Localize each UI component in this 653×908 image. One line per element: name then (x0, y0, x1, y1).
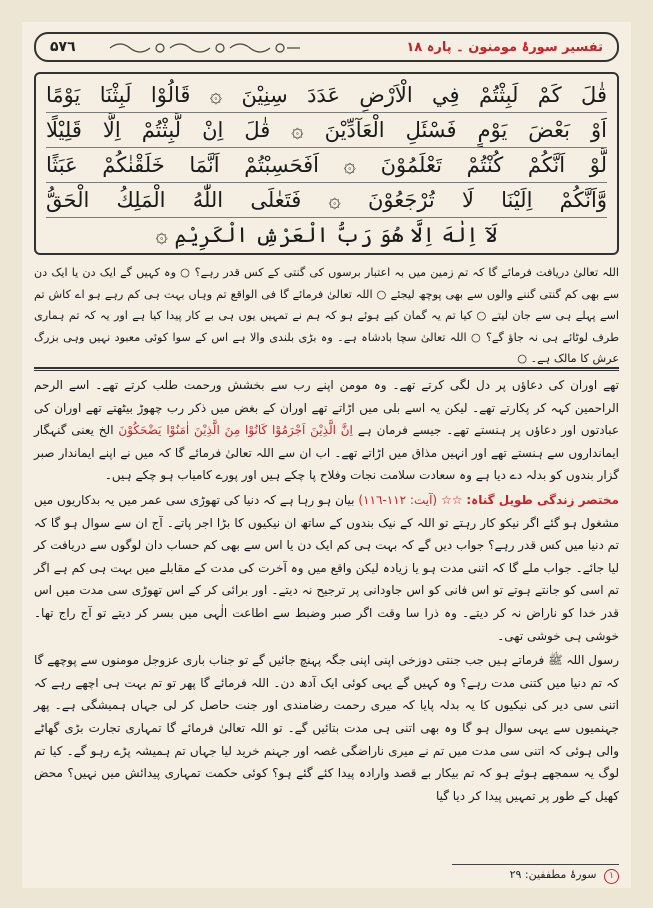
commentary-paragraph (34, 649, 619, 807)
quran-line: وَّاَنَّكُمْ اِلَيْنَا لَا تُرْجَعُوْنَ ۞ فَتَعٰلَى اللّٰهُ الْمَلِكُ الْحَقُّ (46, 183, 607, 218)
footnote-rule (452, 864, 619, 865)
quran-reference: اِنَّ الَّذِيْنَ اَجْرَمُوْا كَانُوْا مِنَ الَّذِيْنَ اٰمَنُوْا يَضْحَكُوْنَ (118, 423, 353, 438)
verse-reference: ☆☆ (آیت: ١١٢-١١٦) (358, 492, 463, 507)
footnote-text: سورۂ مطففین: ٢٩ (509, 868, 597, 881)
page-header (34, 32, 619, 62)
footnote (452, 868, 619, 884)
commentary-text: رسول اللہ ﷺ فرماتے ہیں جب جنتی دوزخی اپنی اپنی جگہ پہنچ جائیں گے تو جناب باری عزوجل مومنوں سے پوچھے گا کہ تم دنیا میں کتنی مدت رہے؟ وہ کہیں گے یہی کوئی ایک آدھ دن۔ اللہ فرمائے گا پھر تو تم بہت ہی اچھے رہے کہ اتنی سی دیر کی نیکیوں کا یہ بدلہ پایا کہ میری رحمت رضامندی اور جنت حاصل کر لی جہاں ہمیشگی ہے۔ پھر جہنمیوں سے یہی سوال ہو گا وہ بھی اتنی ہی مدت بتائیں گے۔ تو اللہ تعالیٰ فرمائے گا تمہاری تجارت بڑی گھاٹے والی ہوئی کہ اتنی سی مدت میں تم نے میری ناراضگی غصہ اور جہنم خرید لیا جہاں تم ہمیشہ پڑے رہو گے۔ کیا تم لوگ یہ سمجھے ہوئے ہو کہ تم بیکار بے قصد وارادہ پیدا کئے گئے ہو؟ کوئی حکمت تمہاری پیدائش میں نہیں؟ محض کھیل کے طور پر تمہیں پیدا کر دیا گیا (34, 653, 620, 803)
section-divider (34, 367, 619, 369)
quran-line: لَّوْ اَنَّكُمْ كُنْتُمْ تَعْلَمُوْنَ ۞ اَفَحَسِبْتُمْ اَنَّمَا خَلَقْنٰكُمْ عَبَثًا (46, 148, 607, 183)
footnote-number: ١ (604, 869, 619, 884)
translation-text: اللہ تعالیٰ دریافت فرمائے گا کہ تم زمین میں بہ اعتبار برسوں کی گنتی کے کس قدر رہے؟ ○ وہ کہیں گے ایک دن یا ایک دن سے بھی کم گنتی گننے والوں سے بھی پوچھ لیجئے ○ اللہ تعالیٰ فرمائے گا فی الواقع تم وہاں بہت ہی کم رہے ہو اے کاش تم اسے پہلے ہی سے جان لیتے ○ کیا تم یہ گمان کیے ہوئے ہو کہ ہم نے تمہیں یوں ہی بے کار پیدا کیا ہے اور یہ کہ تم ہماری طرف لوٹائے ہی نہ جاؤ گے؟ ○ اللہ تعالیٰ سچا بادشاہ ہے۔ وہ بڑی بلندی والا ہے اس کے سوا کوئی معبود نہیں وہی بزرگ عرش کا مالک ہے۔ ○ (34, 266, 619, 365)
commentary-paragraph (34, 489, 619, 647)
commentary-text: بیان ہو رہا ہے کہ دنیا کی تھوڑی سی عمر میں یہ بدکاریوں میں مشغول ہو گئے اگر نیکو کار رہتے تو اللہ کے نیک بندوں کے ساتھ ان نیکیوں کا بڑا اجر پاتے۔ آج ان سے سوال ہو گا کہ تم دنیا میں کس قدر رہے؟ جواب دیں گے کہ بہت ہی کم ایک دن یا اس سے بھی کم حساب دان لوگوں سے دریافت کر لیا جائے۔ جواب ملے گا کہ اتنی مدت ہو یا زیادہ لیکن واقع میں وہ آخرت کی مدت کے مقابلے میں بہت ہی کم ہے اگر تم اسی کو جانتے ہوتے تو اس فانی کو اس جاودانی پر ترجیح نہ دیتے۔ اور برائی کر کے اس تھوڑی سی مدت میں اس قدر خدا کو ناراض نہ کر دیتے۔ وہ ذرا سا وقت اگر صبر وضبط سے اطاعت الٰہی میں بسر کر دیتے تو آج راج تھا۔ خوشی ہی خوشی تھی۔ (34, 492, 619, 643)
commentary-text: الخ یعنی گنہگار ایمانداروں سے ہنستے تھے اور انہیں مذاق میں اڑاتے تھے۔ اب ان سے اللہ تعالیٰ فرمائے گا کہ میں نے اپنے ایماندار صبر گزار بندوں کو بدلہ دے دیا ہے وہ سعادت سلامت نجات وفلاح پا چکے ہیں اور پورے کامیاب ہو چکے ہیں۔ (34, 423, 619, 483)
commentary-paragraph (34, 374, 619, 487)
quran-verses-box (34, 72, 619, 255)
header-ornament (100, 38, 310, 58)
translation (34, 262, 619, 370)
header-title: تفسیر سورۂ مومنون ۔ پارہ ١٨ (406, 39, 603, 55)
page (22, 22, 631, 888)
quran-line: اَوْ بَعْضَ يَوْمٍ فَسْئَلِ الْعَآدِّيْنَ ۞ قٰلَ اِنْ لَّبِثْتُمْ اِلَّا قَلِيْلًا (46, 113, 607, 148)
commentary-text: تھے اوران کی دعاؤں پر دل لگی کرتے تھے۔ وہ مومن اپنے رب سے بخشش ورحمت طلب کرتے تھے۔ اسے الرحم الراحمین کہہ کر پکارتے تھے۔ لیکن یہ اسے بلی میں اڑاتے تھے اوران کے بغض میں ذکر رب چھوڑ بیٹھتے تھے اوران کی عبادتوں اور دعاؤں پر ہنستے تھے۔ جیسے فرمان ہے (34, 378, 619, 438)
section-divider (34, 370, 619, 371)
page-number: ۵۷٦ (50, 39, 76, 55)
section-heading: مختصر زندگی طویل گناہ: (466, 492, 619, 507)
commentary (34, 374, 619, 809)
ornament-icon (105, 39, 305, 57)
quran-line: قٰلَ كَمْ لَبِثْتُمْ فِي الْاَرْضِ عَدَدَ سِنِيْنَ ۞ قَالُوْا لَبِثْنَا يَوْمًا (46, 78, 607, 113)
quran-line: لَآ اِلٰهَ اِلَّا هُوَ رَبُّ الْعَرْشِ الْكَرِيْمِ ۞ (155, 223, 498, 247)
